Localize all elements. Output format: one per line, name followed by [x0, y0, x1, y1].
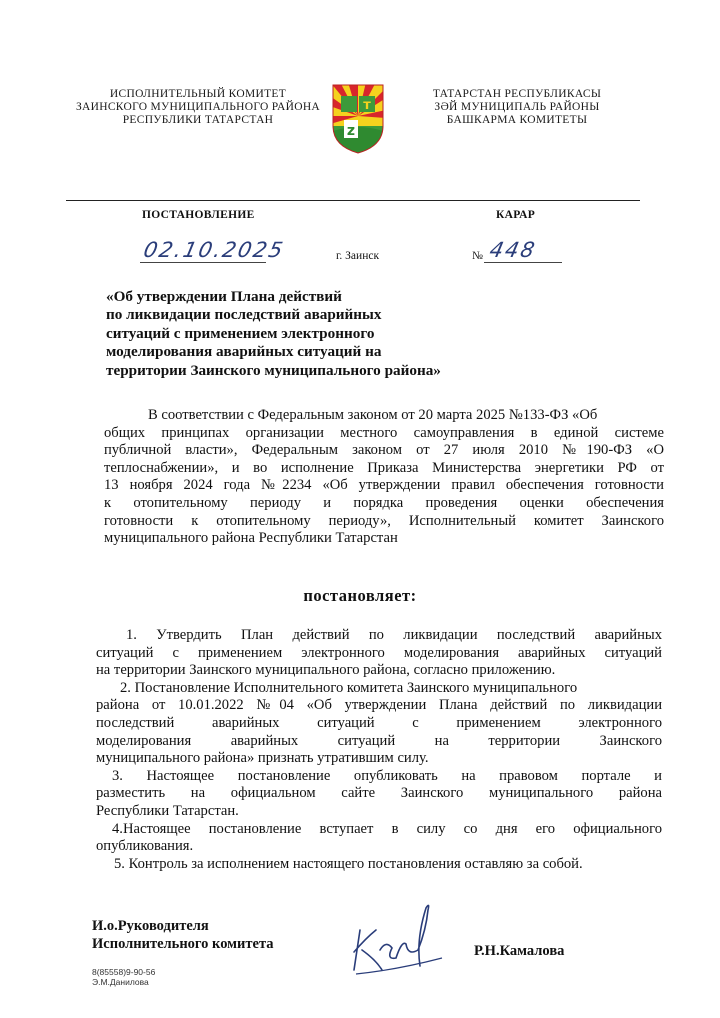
handwritten-date: 02.10.2025 [141, 238, 287, 262]
position-line: Исполнительного комитета [92, 936, 274, 952]
decree-item [96, 680, 662, 768]
header-right-org [404, 88, 630, 127]
doc-type-left: ПОСТАНОВЛЕНИЕ [142, 209, 255, 221]
decree-item [96, 856, 662, 874]
doc-type-right: КАРАР [496, 209, 536, 221]
decree-item [96, 768, 662, 821]
date-field [140, 238, 287, 263]
header-right-line: БАШКАРМА КОМИТЕТЫ [446, 114, 588, 126]
item-line: муниципального района» признать утратившим силу. [96, 750, 429, 767]
executor-name: Э.М.Данилова [92, 977, 149, 987]
item-line: Республики Татарстан. [96, 802, 239, 819]
preamble-line: 13 ноября 2024 года №2234 «Об утверждении правил обеспечения готовности [104, 477, 664, 494]
item-line: опубликования. [96, 838, 194, 855]
preamble-paragraph [104, 407, 664, 548]
item-line: 1. Утвердить План действий по ликвидации последствий аварийных [126, 627, 662, 643]
signatory-position [92, 917, 274, 953]
signatory-name: Р.Н.Камалова [474, 943, 565, 959]
decree-item [96, 821, 662, 856]
executor-phone: 8(85558)9-90-56 [92, 967, 156, 977]
header-right-line: ТАТАРСТАН РЕСПУБЛИКАСЫ [432, 88, 602, 100]
number-prefix: № [472, 250, 483, 262]
preamble-line: общих принципах организации местного самоуправления в единой системе [104, 424, 664, 441]
preamble-line: готовности к отопительному периоду», Исполнительный комитет Заинского [104, 512, 664, 529]
item-line: 5. Контроль за исполнением настоящего постановления оставляю за собой. [114, 855, 583, 872]
handwritten-number: 448 [487, 238, 539, 262]
header-divider [66, 200, 640, 201]
item-line: 3. Настоящее постановление опубликовать на правовом портале и [112, 767, 662, 784]
title-line: моделирования аварийных ситуаций на [106, 343, 382, 361]
header-right-line: ЗӘЙ МУНИЦИПАЛЬ РАЙОНЫ [434, 101, 600, 113]
decree-item [96, 627, 662, 680]
emblem-letter-top: т [363, 98, 371, 113]
item-line: моделирования аварийных ситуаций на территории Заинского [96, 732, 662, 749]
preamble-line: В соответствии с Федеральным законом от 20 марта 2025 №133-ФЗ «Об [148, 407, 598, 423]
title-line: по ликвидации последствий аварийных [106, 306, 382, 324]
item-line: ситуаций с применением электронного моделирования аварийных ситуаций [96, 644, 662, 661]
emblem-letter-bottom: z [346, 123, 356, 139]
item-line: 2. Постановление Исполнительного комитета Заинского муниципального [120, 679, 578, 696]
header-left-org [66, 88, 330, 127]
executor-info [92, 967, 155, 987]
item-line: последствий аварийных ситуаций с применением электронного [96, 714, 662, 731]
item-line: разместить на официальном сайте Заинского муниципального района [96, 785, 662, 802]
position-line: И.о.Руководителя [92, 918, 209, 934]
preamble-line: к отопительному периоду и порядка проведения оценки обеспечения [104, 494, 664, 511]
decree-items [96, 627, 662, 873]
item-line: на территории Заинского муниципального района, согласно приложению. [96, 662, 556, 679]
handwritten-signature [346, 900, 446, 980]
header-left-line: ИСПОЛНИТЕЛЬНЫЙ КОМИТЕТ [109, 88, 287, 100]
header-left-line: ЗАИНСКОГО МУНИЦИПАЛЬНОГО РАЙОНА [75, 101, 321, 113]
title-line: «Об утверждении Плана действий [106, 288, 342, 305]
title-line: ситуаций с применением электронного [106, 324, 375, 342]
city-label: г. Заинск [336, 250, 380, 262]
municipal-emblem [330, 82, 386, 156]
item-line: 4.Настоящее постановление вступает в силу со дня его официального [112, 820, 662, 837]
document-title [106, 288, 506, 380]
item-line: района от 10.01.2022 №04 «Об утверждении Плана действий по ликвидации [96, 697, 662, 714]
number-field [484, 238, 562, 263]
preamble-line: теплоснабжении», и во исполнение Приказа Министерства энергетики РФ от [104, 459, 664, 476]
preamble-line: публичной власти», Федеральным законом от 27 июля 2010 №190-ФЗ «О [104, 442, 664, 459]
decree-word: постановляет: [303, 586, 417, 605]
preamble-line: муниципального района Республики Татарстан [104, 530, 398, 547]
title-line: территории Заинского муниципального района» [106, 361, 441, 379]
header-left-line: РЕСПУБЛИКИ ТАТАРСТАН [122, 114, 274, 126]
